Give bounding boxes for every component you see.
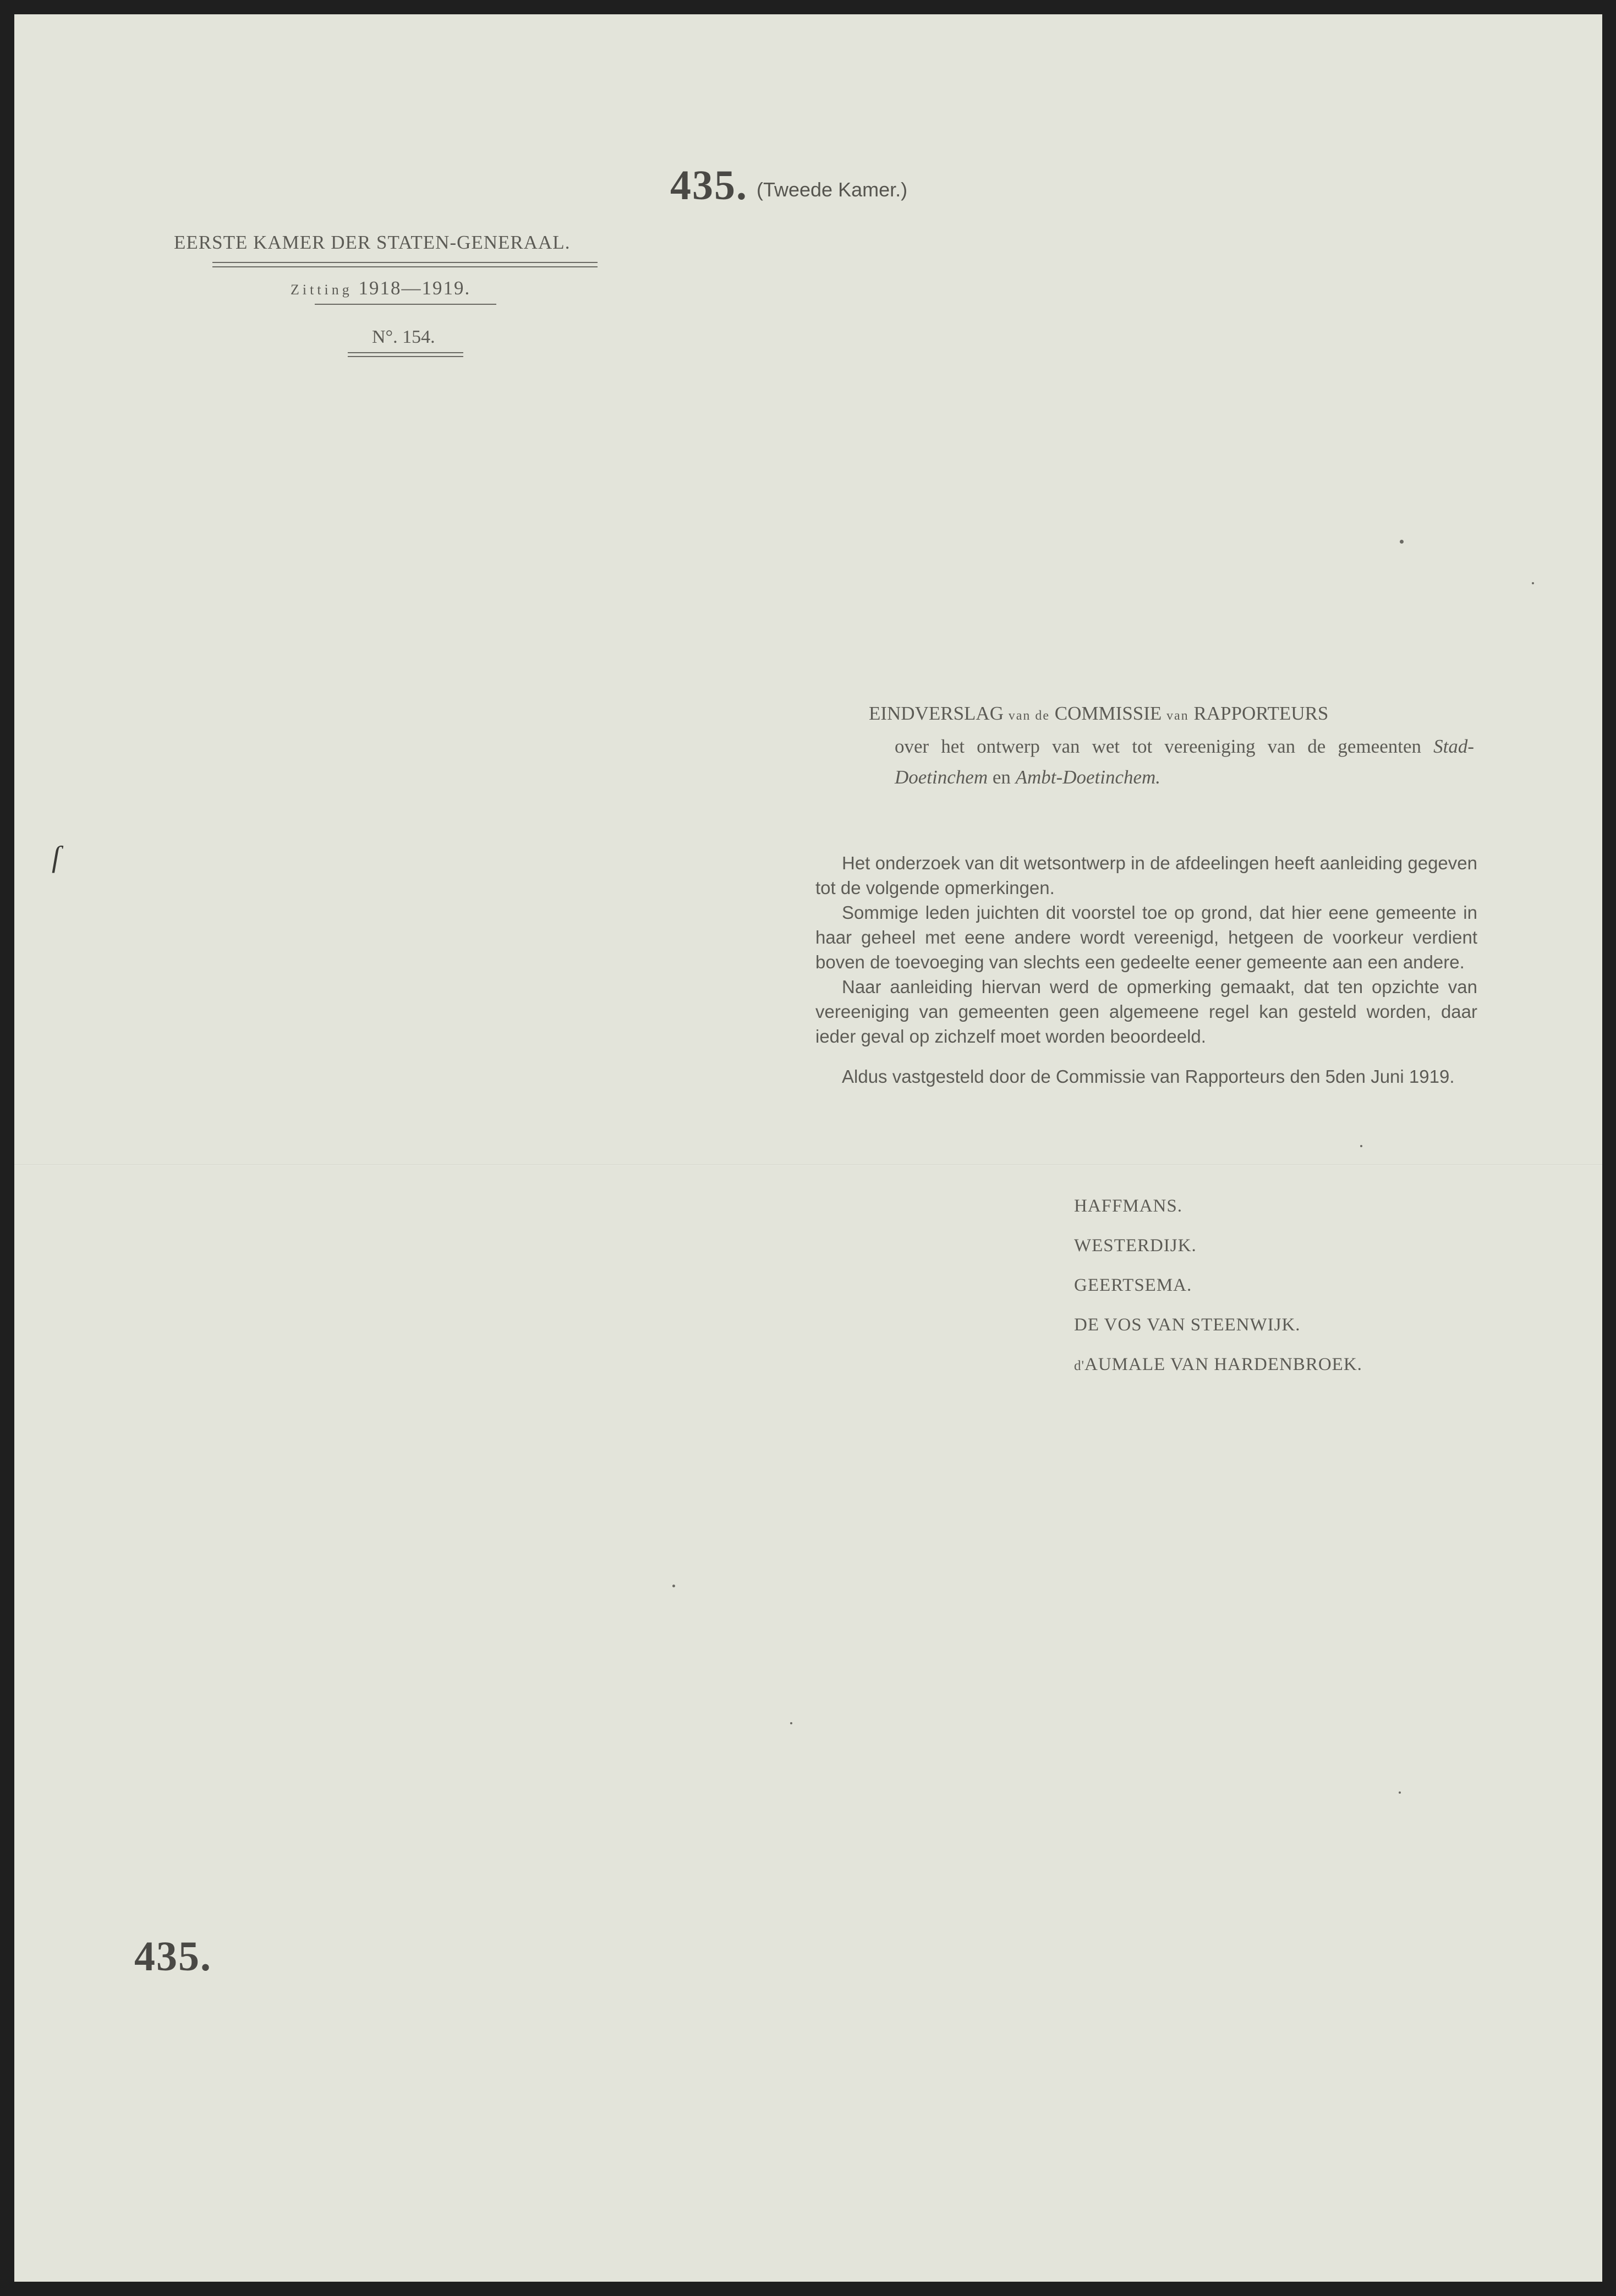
- paper-speck: [1399, 1791, 1401, 1794]
- signatory-prefix: d': [1074, 1358, 1085, 1373]
- paper-speck: [790, 1722, 792, 1724]
- paper-speck: [1360, 1145, 1362, 1147]
- body-paragraph: Naar aanleiding hiervan werd de opmerking gemaakt, dat ten opzichte van vereeniging van gemeenten geen algemeene regel kan gesteld worden, daar ieder geval op zichzelf moet worden beoordeeld.: [815, 977, 1477, 1046]
- report-title: [869, 698, 1474, 793]
- report-body: [815, 851, 1477, 1089]
- report-conjunction: en: [992, 766, 1011, 788]
- report-title-connector-1: van de: [1008, 709, 1050, 723]
- report-title-main: EINDVERSLAG: [869, 703, 1004, 724]
- paper-double-rule-bottom: [348, 356, 463, 357]
- header-double-rule-bottom: [212, 266, 598, 267]
- document-page: [14, 14, 1602, 2282]
- session-rule: [315, 304, 496, 305]
- signatory-list: [1074, 1186, 1362, 1386]
- body-paragraph: Sommige leden juichten dit voorstel toe op grond, dat hier eene gemeente in haar geheel met eene andere wordt vereenigd, hetgeen de voorkeur verdient boven de toevoeging van slechts een gedeelte eener gemeente aan een andere.: [815, 902, 1477, 972]
- paper-double-rule-top: [348, 352, 463, 353]
- house-title: EERSTE KAMER DER STATEN-GENERAAL.: [174, 232, 571, 253]
- report-subject-lead: over het ontwerp van wet tot vereeniging van de gemeenten: [895, 736, 1421, 757]
- session-label: Zitting: [291, 282, 353, 298]
- signatory-surname: AUMALE VAN HARDENBROEK.: [1084, 1355, 1362, 1374]
- paper-speck: [1400, 540, 1404, 544]
- paper-speck: [1532, 582, 1534, 584]
- report-title-connector-2: van: [1166, 709, 1189, 723]
- report-place-1: Stad-Doetinchem: [895, 736, 1474, 788]
- header-double-rule-top: [212, 262, 598, 263]
- report-title-committee: COMMISSIE: [1054, 703, 1162, 724]
- signatory: WESTERDIJK.: [1074, 1236, 1197, 1256]
- session-years: 1918—1919.: [358, 277, 471, 299]
- report-subject: [869, 731, 1474, 793]
- signatory: GEERTSEMA.: [1074, 1275, 1192, 1295]
- report-place-2: Ambt-Doetinchem.: [1015, 766, 1161, 788]
- report-title-rapporteurs: RAPPORTEURS: [1193, 703, 1329, 724]
- signatory: DE VOS VAN STEENWIJK.: [1074, 1315, 1301, 1335]
- body-paragraph-closing: Aldus vastgesteld door de Commissie van Rapporteurs den 5den Juni 1919.: [842, 1066, 1455, 1087]
- session-line: [291, 277, 470, 299]
- chamber-note: (Tweede Kamer.): [757, 178, 908, 201]
- footer-document-number: 435.: [134, 1933, 212, 1980]
- signatory: [1074, 1345, 1362, 1386]
- stray-pen-mark: ſ: [52, 840, 61, 873]
- body-paragraph: Het onderzoek van dit wetsontwerp in de afdeelingen heeft aanleiding gegeven tot de volgende opmerkingen.: [815, 853, 1477, 898]
- document-number: 435.: [670, 162, 748, 209]
- paper-speck: [672, 1585, 675, 1587]
- page-fold-line: [14, 1164, 1602, 1166]
- paper-number: N°. 154.: [372, 327, 435, 347]
- signatory: HAFFMANS.: [1074, 1196, 1182, 1216]
